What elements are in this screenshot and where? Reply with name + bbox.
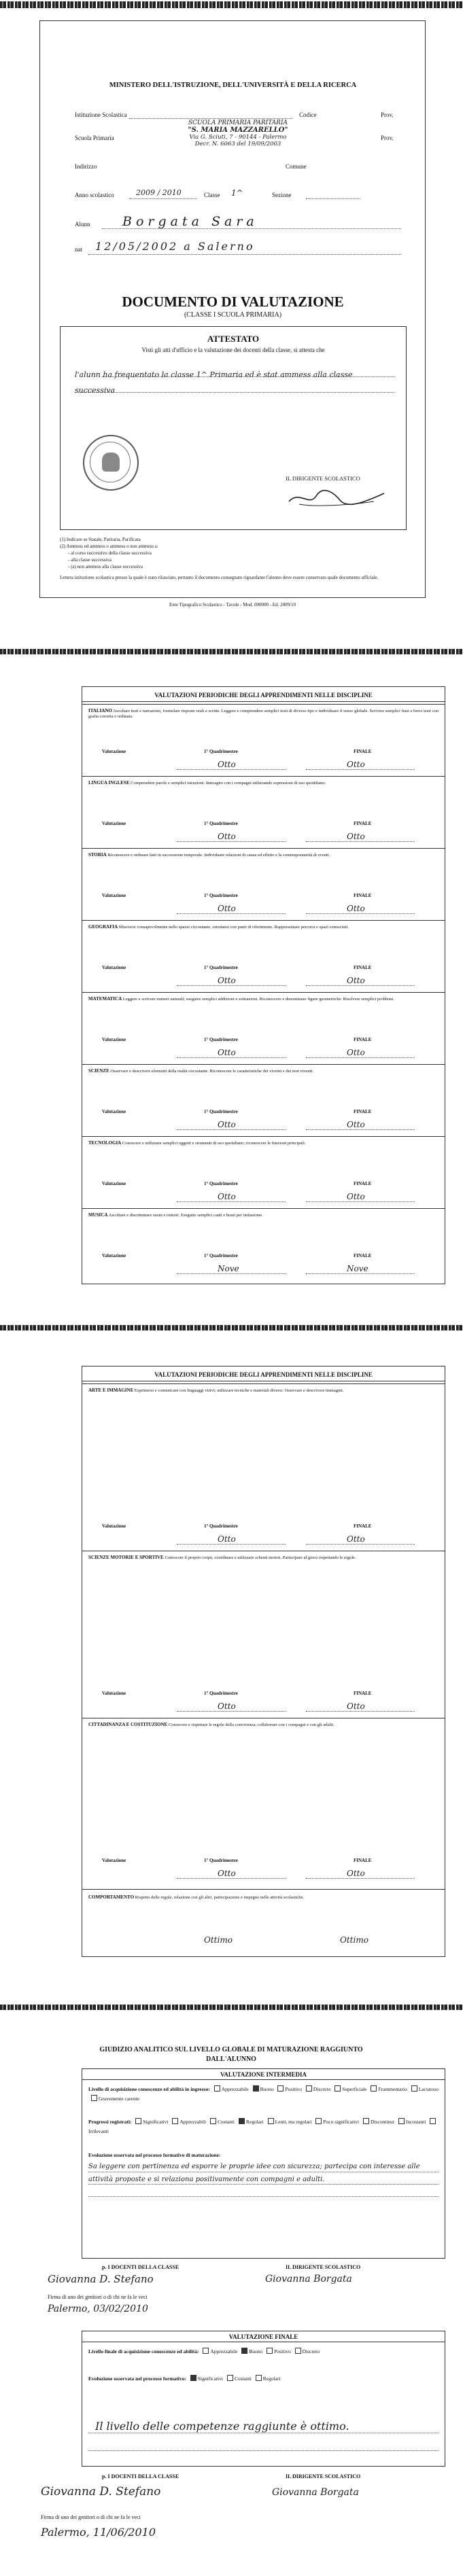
value-line — [177, 841, 286, 842]
final-grade: Nove — [347, 1264, 368, 1273]
subject-name: SCIENZE — [88, 1068, 109, 1074]
evolution-rule — [88, 2184, 439, 2185]
value-line — [306, 769, 415, 770]
value-line — [306, 913, 415, 914]
evolution-rule — [88, 2196, 439, 2197]
final-grade: Otto — [347, 1192, 365, 1201]
note-line: (2) Ammess ed ammess o ammess o non ammess a: — [60, 544, 158, 549]
valuation-label: Valutazione — [102, 893, 126, 898]
final-column-label: FINALE — [354, 1858, 372, 1863]
checkbox[interactable] — [135, 2118, 141, 2124]
q1-column-label: 1° Quadrimestre — [204, 1181, 238, 1186]
checkbox-checked[interactable] — [253, 2085, 259, 2092]
class-label: Classe — [204, 192, 220, 198]
subject-text: Muoversi consapevolmente nello spazio circostante, orientarsi con punti di riferimento. Rappresentare percorsi e spazi conosciuti. — [118, 925, 349, 930]
class-value: 1^ — [231, 188, 243, 198]
q1-column-label: 1° Quadrimestre — [204, 965, 238, 970]
checkbox[interactable] — [335, 2085, 341, 2092]
school-label: Scuola Primaria — [75, 135, 114, 141]
option-label: Superficiale — [342, 2086, 367, 2092]
q1-column-label: 1° Quadrimestre — [204, 1109, 238, 1114]
option-label: Incostanti — [405, 2119, 426, 2125]
subject-description — [88, 852, 439, 858]
value-line — [177, 769, 286, 770]
final-grade: Otto — [347, 1048, 365, 1057]
subject-name: SCIENZE MOTORIE E SPORTIVE — [88, 1555, 164, 1560]
value-line — [306, 1129, 415, 1130]
final-title: VALUTAZIONE FINALE — [228, 2333, 298, 2340]
checkbox[interactable] — [363, 2118, 369, 2124]
final-column-label: FINALE — [354, 1253, 372, 1258]
value-line — [177, 1201, 286, 1202]
school-stamp — [146, 120, 330, 147]
section-label: Sezione — [272, 192, 292, 198]
checkbox[interactable] — [210, 2118, 216, 2124]
grades-frame-2 — [82, 1366, 445, 1957]
option-label: Lacunoso — [418, 2086, 439, 2092]
checkbox[interactable] — [227, 2375, 233, 2381]
progress-row — [88, 2117, 439, 2137]
checkbox-checked[interactable] — [241, 2348, 247, 2354]
final-level-row — [88, 2347, 439, 2357]
grades-header-1: VALUTAZIONI PERIODICHE DEGLI APPRENDIMENTI NELLE DISCIPLINE — [154, 692, 373, 699]
pupil-line — [102, 228, 401, 229]
q1-column-label: 1° Quadrimestre — [204, 749, 238, 754]
value-line — [306, 1544, 415, 1545]
value-line — [177, 1273, 286, 1274]
city-label: Comune — [286, 163, 307, 170]
option-label: Gravemente carente — [99, 2096, 140, 2102]
school-line: "S. MARIA MAZZARELLO" — [188, 126, 288, 135]
subject-name: LINGUA INGLESE — [88, 780, 130, 786]
subject-rule — [82, 992, 445, 993]
subject-name: MUSICA — [88, 1212, 108, 1218]
prov-label-2: Prov. — [381, 135, 394, 141]
final-column-label: FINALE — [354, 1691, 372, 1696]
checkbox[interactable] — [398, 2118, 405, 2124]
final-grade: Otto — [347, 976, 365, 985]
valuation-label: Valutazione — [102, 821, 126, 826]
subject-rule — [82, 1064, 445, 1065]
year-label: Anno scolastico — [75, 192, 114, 198]
institution-line — [129, 118, 292, 119]
valuation-label: Valutazione — [102, 1691, 126, 1696]
option-label: Frammentario — [378, 2086, 407, 2092]
option-label: Apprezzabile — [210, 2348, 238, 2354]
value-line — [177, 1129, 286, 1130]
note-line: (1) Indicare se Statale, Paritaria, Parificata — [60, 537, 141, 542]
checkbox[interactable] — [203, 2348, 209, 2354]
value-line — [306, 1878, 415, 1879]
option-label: Regolari — [262, 2376, 281, 2382]
final-column-label: FINALE — [354, 1109, 372, 1114]
final-director-signature: Giovanna Borgata — [272, 2487, 359, 2498]
level-label: Livello di acquisizione conoscenze ed abilità in ingresso: — [88, 2086, 210, 2092]
footnote: Lettera istituzione scolastica presso la quale è stato rilasciato, pertanto il documento consegnato riguardante l'alunno deve essere conservato quale documento ufficiale. — [60, 575, 379, 580]
institution-label: Istituzione Scolastica — [75, 111, 127, 118]
attestato-line: l'alunn ha frequentato la classe 1^ Primaria ed è stat ammess alla classe successiva — [75, 370, 353, 395]
value-line — [306, 1057, 415, 1058]
q1-grade: Otto — [218, 1048, 236, 1057]
section-line — [306, 198, 360, 199]
interim-title: VALUTAZIONE INTERMEDIA — [220, 2071, 307, 2078]
subject-description — [88, 780, 439, 786]
behaviour-description — [88, 1894, 439, 1901]
scan-edge-top — [0, 1, 463, 8]
q1-column-label: 1° Quadrimestre — [204, 1253, 238, 1258]
pupil-name: Borgata Sara — [122, 214, 258, 229]
subject-text: Leggere e scrivere numeri naturali; eseguire semplici addizioni e sottrazioni. Riconoscere e denominare figure geometriche. Risolvere semplici problemi. — [122, 997, 395, 1002]
final-director-label: IL DIRIGENTE SCOLASTICO — [286, 2473, 361, 2480]
address-label: Indirizzo — [75, 163, 97, 170]
subject-description — [88, 924, 439, 930]
teachers-label: p. I DOCENTI DELLA CLASSE — [102, 2264, 179, 2270]
subject-description — [88, 996, 439, 1002]
checkbox[interactable] — [306, 2085, 312, 2092]
document-subtitle: (CLASSE I SCUOLA PRIMARIA) — [184, 311, 282, 319]
valuation-label: Valutazione — [102, 1253, 126, 1258]
subject-text: Ascoltare testi e narrazioni, formulare risposte orali e scritte. Leggere e comprendere semplici testi di diverso tipo e individuare il senso globale. Scrivere semplici frasi e brevi testi con grafia corretta e ordinata. — [88, 709, 439, 720]
q1-grade: Otto — [218, 1120, 236, 1129]
checkbox[interactable] — [91, 2095, 97, 2101]
checkbox-checked[interactable] — [190, 2375, 196, 2381]
progress-label: Progressi registrati: — [88, 2119, 132, 2125]
note-line: - al corso successivo della classe successiva — [68, 550, 152, 556]
checkbox[interactable] — [411, 2085, 417, 2092]
director-signature-icon — [286, 487, 388, 510]
option-label: Poco significativi — [323, 2119, 360, 2125]
option-label: Apprezzabili — [179, 2119, 207, 2125]
school-line: SCUOLA PRIMARIA PARITARIA — [188, 120, 288, 126]
judgement-page — [0, 2045, 463, 2575]
note-line: - (a) non ammess alla classe successiva — [68, 564, 143, 569]
final-judgement-text: Il livello delle competenze raggiunte è ottimo. — [95, 2420, 349, 2433]
header-rule — [82, 701, 445, 702]
attestato-title: ATTESTATO — [207, 334, 260, 344]
pupil-label: Alunn — [75, 221, 90, 228]
grades-header-2: VALUTAZIONI PERIODICHE DEGLI APPRENDIMENTI NELLE DISCIPLINE — [154, 1371, 373, 1378]
valuation-label: Valutazione — [102, 1523, 126, 1529]
evolution-text: Sa leggere con pertinenza ed esporre le proprie idee con sicurezza; partecipa con interesse alle attività proposte e si relaziona positivamente con compagni e adulti. — [88, 2163, 420, 2183]
option-label: Costanti — [234, 2376, 252, 2382]
behaviour-q1-value: Ottimo — [204, 1935, 233, 1945]
subject-description — [88, 1068, 439, 1074]
interim-rule — [82, 2079, 445, 2080]
value-line — [306, 1273, 415, 1274]
born-label: nat — [75, 246, 82, 253]
code-label-1: Codice — [299, 111, 317, 118]
subject-text: Ascoltare e discriminare suoni e rumori. Eseguire semplici canti e brani per imitazione. — [108, 1213, 263, 1218]
final-grade: Otto — [347, 1120, 365, 1129]
subject-name: CITTADINANZA E COSTITUZIONE — [88, 1722, 168, 1727]
final-grade: Otto — [347, 760, 365, 769]
final-evolution-label: Evoluzione osservata nel processo formativo: — [88, 2376, 187, 2382]
place-date: Palermo, 03/02/2010 — [48, 2304, 148, 2314]
final-column-label: FINALE — [354, 1181, 372, 1186]
checkbox[interactable] — [214, 2085, 220, 2092]
parent-signature-label: Firma di uno dei genitori o di chi ne fa le veci — [48, 2294, 148, 2300]
subject-name: ITALIANO — [88, 708, 112, 713]
subject-description — [88, 1140, 439, 1146]
final-grade: Otto — [347, 1534, 365, 1544]
q1-grade: Otto — [218, 976, 236, 985]
q1-column-label: 1° Quadrimestre — [204, 1037, 238, 1042]
option-label: Discreto — [302, 2348, 320, 2354]
subject-text: Osservare e descrivere elementi della realtà circostante. Riconoscere le caratteristiche dei viventi e dei non viventi. — [110, 1069, 314, 1074]
checkbox[interactable] — [277, 2085, 284, 2092]
checkbox-checked[interactable] — [239, 2118, 245, 2124]
subject-text: Riconoscere e ordinare fatti in successione temporale. Individuare relazioni di causa ed effetto e la contemporaneità di eventi. — [107, 853, 330, 858]
option-label: Lenti, ma regolari — [275, 2119, 312, 2125]
final-column-label: FINALE — [354, 749, 372, 754]
subject-description — [88, 1212, 439, 1218]
subject-text: Comprendere parole e semplici istruzioni. Interagire con i compagni utilizzando espressioni di uso quotidiano. — [131, 781, 326, 786]
q1-grade: Otto — [218, 1869, 236, 1878]
cover-page — [0, 0, 463, 612]
subject-text: Conoscere il proprio corpo, coordinare e utilizzare schemi motori. Partecipare al gioco rispettando le regole. — [165, 1555, 356, 1560]
final-teacher-signature: Giovanna D. Stefano — [41, 2485, 161, 2499]
value-line — [177, 985, 286, 986]
subject-description — [88, 1722, 439, 1728]
attestato-rule-1 — [102, 376, 394, 377]
option-label: Significativi — [197, 2376, 223, 2382]
q1-column-label: 1° Quadrimestre — [204, 1523, 238, 1529]
grades-page-1 — [0, 686, 463, 1298]
valuation-label: Valutazione — [102, 1109, 126, 1114]
q1-grade: Otto — [218, 760, 236, 769]
behaviour-text: Rispetto delle regole, relazione con gli altri, partecipazione e impegno nelle attività scolastiche. — [135, 1895, 304, 1900]
q1-grade: Otto — [218, 832, 236, 841]
scan-divider — [0, 2005, 463, 2010]
final-column-label: FINALE — [354, 965, 372, 970]
born-value: 12/05/2002 a Salerno — [95, 240, 255, 253]
option-label: Costanti — [217, 2119, 235, 2125]
note-line: - alla classe successiva — [68, 557, 112, 563]
subject-description — [88, 1555, 439, 1561]
value-line — [306, 841, 415, 842]
q1-grade: Otto — [218, 904, 236, 913]
bottom-reference: Ente Tipografico Scolastico - Tavole - Mod. 000000 - Ed. 2009/10 — [169, 602, 296, 607]
final-column-label: FINALE — [354, 1523, 372, 1529]
evolution-label: Evoluzione osservata nel processo formativo di maturazione: — [88, 2152, 221, 2158]
subject-name: MATEMATICA — [88, 996, 122, 1002]
year-value: 2009 / 2010 — [136, 188, 182, 197]
final-column-label: FINALE — [354, 821, 372, 826]
subject-rule — [82, 848, 445, 849]
subject-text: Conoscere e utilizzare semplici oggetti e strumenti di uso quotidiano; riconoscere le funzioni principali. — [122, 1141, 306, 1146]
valuation-label: Valutazione — [102, 749, 126, 754]
checkbox[interactable] — [268, 2118, 274, 2124]
school-line: Via G. Sciuti, 7 - 90144 - Palermo — [189, 133, 287, 141]
q1-grade: Otto — [218, 1534, 236, 1544]
scan-divider — [0, 1325, 463, 1330]
value-line — [306, 1201, 415, 1202]
option-label: Apprezzabile — [221, 2086, 249, 2092]
valuation-label: Valutazione — [102, 1858, 126, 1863]
subject-name: STORIA — [88, 852, 107, 858]
final-column-label: FINALE — [354, 1037, 372, 1042]
level-row — [88, 2085, 439, 2104]
option-label: Buono — [249, 2348, 263, 2354]
document-title: DOCUMENTO DI VALUTAZIONE — [122, 294, 344, 310]
q1-grade: Otto — [218, 1701, 236, 1711]
subject-description — [88, 708, 439, 720]
final-parent-label: Firma di uno dei genitori o di chi ne fa le veci — [41, 2514, 141, 2520]
q1-grade: Nove — [218, 1264, 239, 1273]
grades-page-2 — [0, 1366, 463, 1977]
option-label: Positivo — [274, 2348, 291, 2354]
valuation-label: Valutazione — [102, 1181, 126, 1186]
q1-column-label: 1° Quadrimestre — [204, 1691, 238, 1696]
subject-rule — [82, 704, 445, 705]
subject-rule — [82, 920, 445, 921]
final-grade: Otto — [347, 832, 365, 841]
behaviour-final-value: Ottimo — [340, 1935, 368, 1945]
option-label: Irrilevanti — [88, 2128, 109, 2135]
valuation-label: Valutazione — [102, 1037, 126, 1042]
value-line — [177, 1057, 286, 1058]
value-line — [177, 913, 286, 914]
scan-divider — [0, 649, 463, 654]
subject-text: Conoscere e rispettare le regole della convivenza; collaborare con i compagni e con gli adulti. — [168, 1723, 335, 1727]
born-line — [88, 254, 401, 255]
year-line — [129, 198, 197, 199]
option-label: Discreto — [313, 2086, 331, 2092]
attestato-rule-2 — [75, 392, 394, 393]
value-line — [177, 1711, 286, 1712]
option-label: Regolari — [245, 2119, 264, 2125]
checkbox[interactable] — [295, 2348, 301, 2354]
school-seal-icon — [83, 435, 139, 491]
final-column-label: FINALE — [354, 893, 372, 898]
option-label: Positivo — [285, 2086, 303, 2092]
subject-name: GEOGRAFIA — [88, 924, 118, 930]
checkbox[interactable] — [430, 2118, 436, 2124]
ministry-title: MINISTERO DELL'ISTRUZIONE, DELL'UNIVERSITÀ E DELLA RICERCA — [109, 82, 357, 89]
final-place-date: Palermo, 11/06/2010 — [41, 2526, 156, 2539]
subject-rule — [82, 1136, 445, 1137]
subject-rule — [82, 776, 445, 777]
subject-rule — [82, 1383, 445, 1384]
final-grade: Otto — [347, 904, 365, 913]
checkbox[interactable] — [256, 2375, 262, 2381]
final-evolution-row — [88, 2374, 439, 2384]
director-label: IL DIRIGENTE SCOLASTICO — [286, 475, 360, 482]
behaviour-label: COMPORTAMENTO — [88, 1894, 135, 1900]
subject-rule — [82, 1208, 445, 1209]
checkbox[interactable] — [172, 2118, 178, 2124]
value-line — [177, 1878, 286, 1879]
checkbox[interactable] — [371, 2085, 377, 2092]
judgement-header: GIUDIZIO ANALITICO SUL LIVELLO GLOBALE DI MATURAZIONE RAGGIUNTO DALL'ALUNNO — [99, 2046, 363, 2063]
option-label: Discontinui — [370, 2119, 394, 2125]
q1-column-label: 1° Quadrimestre — [204, 893, 238, 898]
school-line: Decr. N. 6063 del 19/09/2003 — [194, 140, 281, 147]
subject-name: TECNOLOGIA — [88, 1140, 122, 1146]
final-rule — [88, 2450, 439, 2451]
q1-column-label: 1° Quadrimestre — [204, 1858, 238, 1863]
prov-label-1: Prov. — [381, 111, 394, 118]
behaviour-rule — [82, 1889, 445, 1890]
value-line — [177, 1544, 286, 1545]
final-level-label: Livello finale di acquisizione conoscenze ed abilità: — [88, 2348, 199, 2354]
q1-grade: Otto — [218, 1192, 236, 1201]
option-label: Buono — [260, 2086, 274, 2092]
attestato-subtitle: Visti gli atti d'ufficio e la valutazione dei docenti della classe, si attesta che — [141, 347, 325, 353]
valuation-label: Valutazione — [102, 965, 126, 970]
q1-column-label: 1° Quadrimestre — [204, 821, 238, 826]
final-grade: Otto — [347, 1869, 365, 1878]
subject-description — [88, 1388, 439, 1394]
option-label: Significativi — [143, 2119, 169, 2125]
subject-name: ARTE E IMMAGINE — [88, 1388, 134, 1393]
teacher-signature: Giovanna D. Stefano — [48, 2273, 154, 2285]
director-signature-4: Giovanna Borgata — [265, 2274, 352, 2284]
subject-text: Esprimersi e comunicare con linguaggi visivi; utilizzare tecniche e materiali diversi. Osservare e descrivere immagini. — [134, 1388, 344, 1393]
final-teachers-label: p. I DOCENTI DELLA CLASSE — [102, 2473, 179, 2480]
checkbox[interactable] — [267, 2348, 273, 2354]
checkbox[interactable] — [315, 2118, 322, 2124]
director-label-4: IL DIRIGENTE SCOLASTICO — [286, 2264, 361, 2270]
value-line — [306, 1711, 415, 1712]
value-line — [306, 985, 415, 986]
final-grade: Otto — [347, 1701, 365, 1711]
